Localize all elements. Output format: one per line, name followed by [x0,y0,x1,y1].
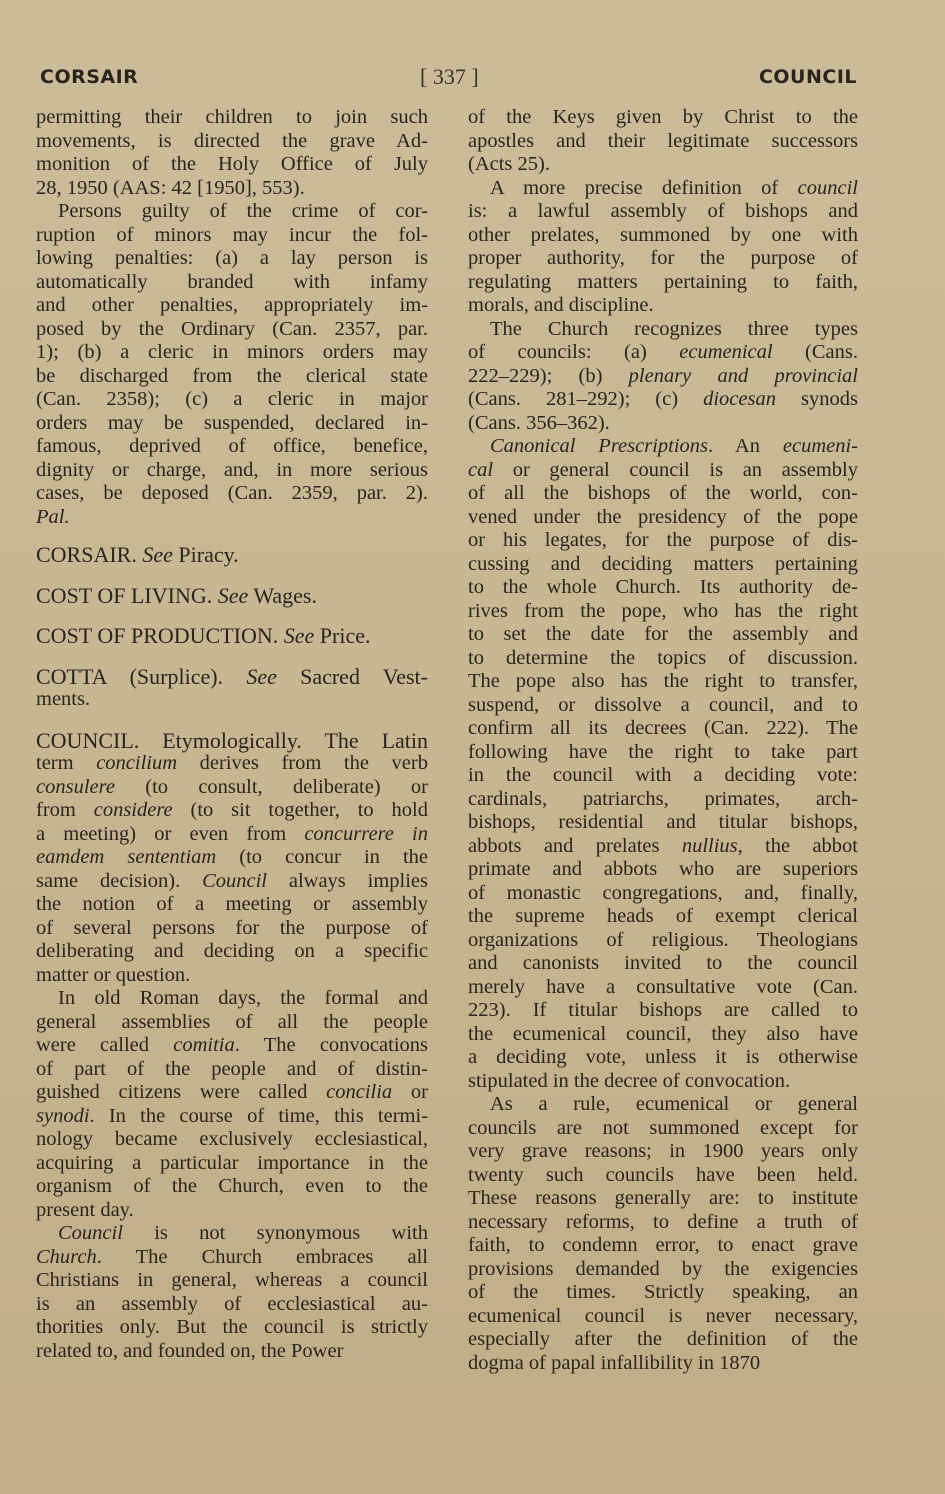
text-line: necessary reforms, to define a truth of [468,1210,858,1233]
paragraph [36,200,428,529]
text-line: (Can. 2358); (c) a cleric in major [36,388,428,410]
running-head-left: CORSAIR [40,66,139,88]
text-line [36,752,428,776]
text-line: famous, deprived of office, benefice, [36,435,428,457]
text-run: (to consult, deliberate) or [114,775,428,798]
paragraph [468,435,858,1093]
italic-text: comitia [173,1034,235,1056]
text-line: of the times. Strictly speaking, an [468,1281,858,1303]
text-line: to set the date for the assembly and [468,623,858,645]
text-line: the supreme heads of exempt clerical [468,905,858,927]
text-line: of several persons for the purpose of [36,916,428,939]
text-line: thorities only. But the council is strictly [36,1316,428,1338]
running-head-right: COUNCIL [758,66,857,88]
text-line: These reasons generally are: to institute [468,1187,858,1209]
text-run: . The Church embraces all [96,1245,428,1268]
text-line: twenty such councils have been held. [468,1163,858,1186]
text-line: Persons guilty of the crime of cor- [58,200,428,222]
text-line [36,870,428,894]
text-line: organizations of religious. Theologians [468,928,858,951]
italic-text: See [142,542,173,567]
italic-text: council [797,176,858,199]
dictionary-entry [36,584,428,608]
italic-text: eamdem sententiam [36,846,217,868]
text-line: of monastic congregations, and, finally, [468,881,858,904]
text-line: The pope also has the right to transfer, [468,670,858,692]
text-line [468,341,858,365]
text-line: As a rule, ecumenical or general [490,1093,858,1115]
text-line: deliberating and deciding on a specific [36,940,428,962]
paragraph [468,1093,858,1375]
text-line [36,1105,428,1129]
dictionary-entry [36,624,428,648]
text-line: 223). If titular bishops are called to [468,999,858,1021]
text-run: (to sit together, to hold [172,799,428,821]
dictionary-entry [36,729,428,988]
text-line: faith, to condemn error, to enact grave [468,1234,858,1256]
italic-text: Council [58,1222,123,1244]
text-line: automatically branded with infamy [36,270,428,293]
italic-text: concilium [96,752,178,774]
text-run: (Surplice). [129,663,247,689]
text-line: the ecumenical council, they also have [468,1022,858,1045]
right-column [468,106,858,1375]
text-run: is not synonymous with [122,1222,428,1244]
text-line: be discharged from the clerical state [36,364,428,387]
text-line [36,729,428,753]
text-line [36,823,428,847]
text-line: nology became exclusively ecclesiastical, [36,1128,428,1150]
text-line: 1); (b) a cleric in minors orders may [36,341,428,363]
italic-text: synodi [36,1104,90,1127]
text-line: of the Keys given by Christ to the [468,106,858,128]
text-line: and canonists invited to the council [468,952,858,974]
text-line: ruption of minors may incur the fol- [36,223,428,246]
text-run: derives from the verb [177,752,428,774]
text-line: cardinals, patriarchs, primates, arch- [468,787,858,810]
text-line: orders may be suspended, declared in- [36,411,428,434]
text-line: matter or question. [36,963,191,986]
text-run: , the abbot [737,834,858,857]
italic-text: Church [36,1245,97,1268]
headword: COST OF PRODUCTION. [36,623,284,648]
text-line: of part of the people and of distin- [36,1057,428,1080]
text-run: or [392,1081,428,1103]
headword: CORSAIR. [36,542,143,567]
italic-text: considere [93,799,173,821]
text-run: 222–229); (b) [468,364,629,387]
text-line: 28, 1950 (AAS: 42 [1950], 553). [36,176,305,199]
italic-text: nullius [681,834,738,857]
text-run: Wages. [248,582,317,608]
paragraph [36,987,428,1222]
text-run: same decision). [36,869,203,892]
text-run: synods [775,388,858,410]
text-line [36,776,428,800]
text-line: and other penalties, appropriately im- [36,294,428,316]
paragraph [468,177,858,318]
text-run: . An [708,435,783,457]
text-line: or his legates, for the purpose of dis- [468,529,858,551]
italic-text: cal [468,458,494,481]
text-line: Christians in general, whereas a council [36,1269,428,1291]
text-line: suspend, or dissolve a council, and to [468,693,858,716]
text-line: merely have a consultative vote (Can. [468,975,858,998]
text-run: (Cans. 281–292); (c) [468,388,704,410]
text-line [468,459,858,483]
italic-text: See [217,582,249,608]
text-run: . In the course of time, this termi- [89,1104,428,1127]
headword: COST OF LIVING. [36,582,218,608]
text-line [468,177,858,201]
dictionary-entry [36,665,428,712]
text-line: ecumenical council is never necessary, [468,1304,858,1327]
text-line: (Acts 25). [468,153,550,175]
italic-text: diocesan [703,388,776,410]
italic-text: Council [202,869,268,892]
text-line: present day. [36,1198,134,1221]
text-line: is: a lawful assembly of bishops and [468,200,858,222]
text-line: related to, and founded on, the Power [36,1339,344,1362]
text-line [468,388,858,412]
text-line: rives from the pope, who has the right [468,599,858,622]
text-line: general assemblies of all the people [36,1010,428,1033]
text-line: vened under the presidency of the pope [468,505,858,528]
text-line: monition of the Holy Office of July [36,153,428,175]
italic-text: plenary and provincial [628,364,858,387]
text-line: very grave reasons; in 1900 years only [468,1140,858,1162]
paragraph [36,1222,428,1363]
text-line [36,506,428,530]
text-line: permitting their children to join such [36,106,428,128]
text-line: of all the bishops of the world, con- [468,482,858,504]
text-line: stipulated in the decree of convocation. [468,1069,791,1092]
headword: COTTA [36,663,130,689]
headword: COUNCIL. [36,727,163,753]
text-line: In old Roman days, the formal and [58,987,428,1009]
text-line: dignity or charge, and, in more serious [36,458,428,481]
page-number: [ 337 ] [420,64,479,89]
text-run: from [36,799,94,821]
paragraph [36,106,428,200]
text-line [468,435,858,459]
italic-text: ecumeni- [782,435,858,457]
text-line: The Church recognizes three types [490,317,858,340]
text-run: were called [36,1034,174,1056]
dictionary-entry [36,543,428,567]
text-run: term [36,752,97,774]
text-line: confirm all its decrees (Can. 222). The [468,717,858,739]
italic-text: concurrere in [304,822,428,845]
text-run: A more precise definition of [490,176,798,199]
text-line: in the council with a deciding vote: [468,764,858,786]
text-line: morals, and discipline. [468,294,654,316]
italic-text: consulere [36,775,115,798]
italic-text: concilia [326,1081,393,1103]
text-run: Sacred Vest- [276,663,428,689]
text-run: guished citizens were called [36,1081,327,1103]
text-line [36,665,428,689]
text-line: posed by the Ordinary (Can. 2357, par. [36,317,428,340]
text-run: (Cans. [772,341,859,363]
text-line: regulating matters pertaining to faith, [468,270,858,293]
text-line [36,846,428,870]
text-run: . The convocations [234,1034,428,1056]
text-line: provisions demanded by the exigencies [468,1257,858,1280]
text-run: always implies [267,869,428,892]
italic-text: Pal. [36,505,70,528]
text-line: dogma of papal infallibility in 1870 [468,1351,761,1374]
text-line: (Cans. 356–362). [468,411,610,434]
italic-text: See [283,623,315,648]
text-line: proper authority, for the purpose of [468,247,858,269]
italic-text: ecumenical [679,341,773,363]
text-line [36,1222,428,1246]
text-run: Price. [314,623,371,648]
text-line [36,624,428,648]
text-line: a deciding vote, unless it is otherwise [468,1046,858,1068]
paragraph [468,318,858,436]
text-run: Piracy. [172,542,239,567]
text-line: other prelates, summoned by one with [468,223,858,246]
text-line [468,365,858,389]
text-run: abbots and prelates [468,834,682,857]
left-column [36,106,428,1363]
text-line [36,1246,428,1270]
text-line: cases, be deposed (Can. 2359, par. 2). [36,482,428,504]
text-line: to determine the topics of discussion. [468,646,858,669]
text-line: movements, is directed the grave Ad- [36,129,428,152]
text-line: is an assembly of ecclesiastical au- [36,1292,428,1315]
text-line [36,584,428,608]
text-line: the notion of a meeting or assembly [36,893,428,915]
text-line: following have the right to take part [468,740,858,763]
text-line: especially after the definition of the [468,1328,858,1350]
text-line: organism of the Church, even to the [36,1175,428,1197]
italic-text: See [246,663,277,689]
text-run: of councils: (a) [468,341,680,363]
italic-text: Canonical Prescriptions [490,435,709,457]
text-run: (to concur in the [216,846,429,868]
text-line: primate and abbots who are superiors [468,858,858,880]
text-line: cussing and deciding matters pertaining [468,552,858,575]
text-line [36,1081,428,1105]
text-line: bishops, residential and titular bishops, [468,811,858,833]
text-line [468,835,858,859]
text-run: Etymologically. The Latin [162,727,428,753]
paragraph [468,106,858,177]
text-line: apostles and their legitimate successors [468,129,858,152]
text-line [36,1034,428,1058]
text-line [36,543,428,567]
text-run: or general council is an assembly [493,458,858,481]
text-line: ments. [36,688,91,710]
text-line: lowing penalties: (a) a lay person is [36,247,428,269]
text-line: to the whole Church. Its authority de- [468,576,858,598]
text-line: acquiring a particular importance in the [36,1151,428,1174]
text-line: councils are not summoned except for [468,1116,858,1139]
text-line [36,799,428,823]
text-run: a meeting) or even from [36,822,305,845]
